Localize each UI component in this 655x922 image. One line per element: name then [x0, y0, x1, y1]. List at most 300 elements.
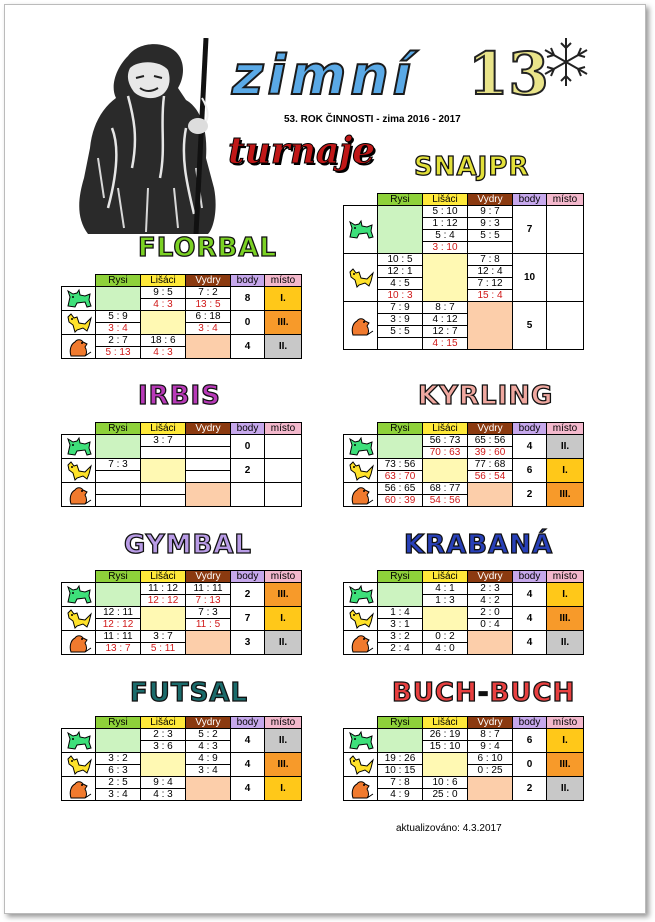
score-cell: 56 : 73	[423, 435, 468, 447]
self-match-cell	[423, 607, 468, 631]
self-match-cell	[468, 483, 513, 507]
place-cell: II.	[547, 777, 584, 801]
score-cell: 4 : 3	[141, 347, 186, 359]
score-cell: 3 : 10	[423, 242, 468, 254]
self-match-cell	[186, 631, 231, 655]
self-match-cell	[186, 335, 231, 359]
score-cell: 3 : 9	[378, 314, 423, 326]
score-cell: 3 : 4	[186, 765, 231, 777]
florbal-table	[61, 274, 302, 359]
column-header-0: Rysi	[378, 423, 423, 435]
table-row	[344, 631, 584, 643]
score-cell: 77 : 68	[468, 459, 513, 471]
table-row	[344, 206, 584, 218]
score-cell: 3 : 4	[96, 789, 141, 801]
score-cell: 25 : 0	[423, 789, 468, 801]
column-header-0: Rysi	[96, 571, 141, 583]
column-header-0: Rysi	[96, 717, 141, 729]
team-icon-cell	[62, 631, 96, 655]
table-row	[62, 287, 302, 299]
points-cell: 4	[231, 753, 265, 777]
self-match-cell	[141, 753, 186, 777]
column-header-1: Lišáci	[423, 571, 468, 583]
score-cell: 7 : 3	[186, 607, 231, 619]
score-cell: 7 : 2	[186, 287, 231, 299]
score-cell: 4 : 3	[141, 789, 186, 801]
points-cell: 4	[231, 335, 265, 359]
lynx-icon	[62, 288, 95, 310]
lynx-icon	[344, 584, 377, 606]
table-row	[62, 753, 302, 765]
buchbuch-title-dash: -	[477, 678, 490, 708]
hermit-illustration	[68, 38, 228, 234]
score-cell: 4 : 15	[423, 338, 468, 350]
column-header-4: místo	[265, 423, 302, 435]
column-header-0: Rysi	[378, 194, 423, 206]
table-row	[344, 435, 584, 447]
score-cell: 5 : 11	[141, 643, 186, 655]
fox-icon	[62, 312, 95, 334]
score-cell: 1 : 4	[378, 607, 423, 619]
place-cell: III.	[547, 607, 584, 631]
score-cell: 12 : 7	[423, 326, 468, 338]
score-cell: 8 : 7	[468, 729, 513, 741]
fox-icon	[344, 267, 377, 289]
column-header-2: Vydry	[186, 571, 231, 583]
table-row	[62, 729, 302, 741]
score-cell: 2 : 3	[468, 583, 513, 595]
points-cell: 4	[513, 435, 547, 459]
score-cell: 3 : 2	[378, 631, 423, 643]
points-cell: 2	[513, 777, 547, 801]
score-cell: 0 : 4	[468, 619, 513, 631]
score-cell: 56 : 54	[468, 471, 513, 483]
header-row	[62, 423, 302, 435]
score-cell	[468, 242, 513, 254]
points-cell: 4	[231, 777, 265, 801]
score-cell: 5 : 9	[96, 311, 141, 323]
column-header-1: Lišáci	[141, 571, 186, 583]
place-cell: III.	[265, 583, 302, 607]
score-cell: 4 : 0	[423, 643, 468, 655]
score-cell: 2 : 5	[96, 777, 141, 789]
score-cell: 10 : 5	[378, 254, 423, 266]
lynx-icon	[344, 730, 377, 752]
score-cell: 11 : 11	[96, 631, 141, 643]
futsal-table	[61, 716, 302, 801]
column-header-2: Vydry	[468, 423, 513, 435]
table-row	[62, 631, 302, 643]
self-match-cell	[96, 583, 141, 607]
self-match-cell	[378, 206, 423, 254]
score-cell: 60 : 39	[378, 495, 423, 507]
self-match-cell	[378, 583, 423, 607]
column-header-4: místo	[265, 275, 302, 287]
team-icon-cell	[344, 254, 378, 302]
table-row	[344, 302, 584, 314]
column-header-1: Lišáci	[423, 194, 468, 206]
krabana-table	[343, 570, 584, 655]
points-cell: 4	[513, 583, 547, 607]
place-cell: III.	[547, 753, 584, 777]
column-header-3: body	[231, 423, 265, 435]
otter-icon	[344, 778, 377, 800]
score-cell: 6 : 3	[96, 765, 141, 777]
team-icon-cell	[62, 459, 96, 483]
points-cell: 0	[513, 753, 547, 777]
column-header-2: Vydry	[186, 423, 231, 435]
score-cell	[141, 483, 186, 495]
score-cell: 2 : 3	[141, 729, 186, 741]
points-cell: 3	[231, 631, 265, 655]
team-icon-cell	[344, 206, 378, 254]
column-header-3: body	[231, 717, 265, 729]
column-header-3: body	[513, 194, 547, 206]
place-cell: II.	[265, 631, 302, 655]
score-cell: 15 : 4	[468, 290, 513, 302]
header-row	[344, 194, 584, 206]
place-cell: I.	[547, 583, 584, 607]
team-icon-cell	[62, 777, 96, 801]
score-cell: 39 : 60	[468, 447, 513, 459]
place-cell: III.	[547, 483, 584, 507]
snajpr-title: SNAJPR	[414, 152, 530, 182]
place-cell	[547, 254, 584, 302]
kyrling-title: KYRLING	[418, 381, 554, 411]
score-cell: 13 : 7	[96, 643, 141, 655]
team-icon-cell	[62, 483, 96, 507]
place-cell: III.	[265, 311, 302, 335]
column-header-2: Vydry	[186, 275, 231, 287]
score-cell: 1 : 12	[423, 218, 468, 230]
score-cell: 1 : 3	[423, 595, 468, 607]
table-row	[62, 583, 302, 595]
self-match-cell	[423, 254, 468, 302]
column-header-2: Vydry	[468, 194, 513, 206]
table-row	[344, 459, 584, 471]
place-cell: II.	[265, 335, 302, 359]
score-cell: 5 : 4	[423, 230, 468, 242]
score-cell: 65 : 56	[468, 435, 513, 447]
score-cell: 54 : 56	[423, 495, 468, 507]
corner-cell	[62, 423, 96, 435]
score-cell: 18 : 6	[141, 335, 186, 347]
otter-icon	[62, 336, 95, 358]
score-cell: 3 : 6	[141, 741, 186, 753]
score-cell: 2 : 7	[96, 335, 141, 347]
table-row	[62, 777, 302, 789]
score-cell	[96, 471, 141, 483]
place-cell: I.	[547, 729, 584, 753]
team-icon-cell	[344, 729, 378, 753]
points-cell: 10	[513, 254, 547, 302]
corner-cell	[62, 571, 96, 583]
place-cell: I.	[265, 777, 302, 801]
otter-icon	[62, 778, 95, 800]
score-cell: 6 : 10	[468, 753, 513, 765]
self-match-cell	[468, 777, 513, 801]
column-header-4: místo	[265, 717, 302, 729]
snajpr-table	[343, 193, 584, 350]
season-subtitle: 53. ROK ČINNOSTI - zima 2016 - 2017	[284, 114, 461, 125]
team-icon-cell	[344, 459, 378, 483]
score-cell	[378, 338, 423, 350]
score-cell: 5 : 2	[186, 729, 231, 741]
place-cell: II.	[547, 631, 584, 655]
column-header-4: místo	[547, 194, 584, 206]
self-match-cell	[423, 459, 468, 483]
otter-icon	[344, 484, 377, 506]
column-header-1: Lišáci	[141, 275, 186, 287]
score-cell: 4 : 1	[423, 583, 468, 595]
place-cell	[547, 206, 584, 254]
score-cell: 11 : 11	[186, 583, 231, 595]
score-cell: 5 : 5	[468, 230, 513, 242]
futsal-title: FUTSAL	[130, 678, 249, 708]
otter-icon	[62, 632, 95, 654]
points-cell: 0	[231, 311, 265, 335]
table-row	[344, 607, 584, 619]
krabana-title: KRABANÁ	[404, 530, 554, 560]
column-header-3: body	[231, 571, 265, 583]
score-cell	[96, 483, 141, 495]
team-icon-cell	[344, 607, 378, 631]
column-header-2: Vydry	[468, 571, 513, 583]
corner-cell	[344, 571, 378, 583]
team-icon-cell	[62, 335, 96, 359]
score-cell: 10 : 3	[378, 290, 423, 302]
table-row	[344, 729, 584, 741]
points-cell: 7	[513, 206, 547, 254]
team-icon-cell	[62, 607, 96, 631]
score-cell: 7 : 8	[378, 777, 423, 789]
points-cell: 2	[231, 459, 265, 483]
self-match-cell	[378, 729, 423, 753]
column-header-1: Lišáci	[141, 423, 186, 435]
florbal-title: FLORBAL	[138, 233, 278, 263]
updated-date: aktualizováno: 4.3.2017	[396, 823, 502, 834]
fox-icon	[62, 460, 95, 482]
turnaje-title: turnaje	[228, 130, 376, 172]
table-row	[62, 311, 302, 323]
score-cell: 56 : 65	[378, 483, 423, 495]
score-cell: 26 : 19	[423, 729, 468, 741]
score-cell: 7 : 9	[378, 302, 423, 314]
score-cell: 3 : 4	[186, 323, 231, 335]
place-cell	[265, 459, 302, 483]
score-cell: 4 : 9	[186, 753, 231, 765]
self-match-cell	[96, 435, 141, 459]
score-cell: 4 : 3	[141, 299, 186, 311]
table-row	[62, 607, 302, 619]
self-match-cell	[141, 311, 186, 335]
header-row	[62, 717, 302, 729]
corner-cell	[344, 717, 378, 729]
column-header-3: body	[513, 717, 547, 729]
irbis-table	[61, 422, 302, 507]
header-row	[344, 717, 584, 729]
corner-cell	[344, 194, 378, 206]
score-cell: 7 : 12	[468, 278, 513, 290]
header-row	[62, 275, 302, 287]
team-icon-cell	[62, 435, 96, 459]
score-cell: 9 : 3	[468, 218, 513, 230]
score-cell: 11 : 12	[141, 583, 186, 595]
score-cell: 70 : 63	[423, 447, 468, 459]
points-cell: 4	[513, 631, 547, 655]
place-cell	[547, 302, 584, 350]
lynx-icon	[344, 219, 377, 241]
team-icon-cell	[62, 753, 96, 777]
lynx-icon	[62, 584, 95, 606]
points-cell: 7	[231, 607, 265, 631]
score-cell: 12 : 12	[141, 595, 186, 607]
score-cell: 4 : 9	[378, 789, 423, 801]
self-match-cell	[186, 777, 231, 801]
score-cell	[141, 447, 186, 459]
place-cell: I.	[265, 287, 302, 311]
table-row	[62, 335, 302, 347]
score-cell: 3 : 7	[141, 435, 186, 447]
table-row	[344, 583, 584, 595]
score-cell: 9 : 7	[468, 206, 513, 218]
score-cell: 7 : 13	[186, 595, 231, 607]
table-row	[62, 483, 302, 495]
self-match-cell	[468, 631, 513, 655]
column-header-0: Rysi	[378, 571, 423, 583]
score-cell: 2 : 4	[378, 643, 423, 655]
table-row	[344, 254, 584, 266]
lynx-icon	[62, 730, 95, 752]
points-cell: 8	[231, 287, 265, 311]
place-cell: III.	[265, 753, 302, 777]
place-cell: I.	[265, 607, 302, 631]
score-cell: 2 : 0	[468, 607, 513, 619]
points-cell: 5	[513, 302, 547, 350]
team-icon-cell	[344, 435, 378, 459]
fox-icon	[344, 608, 377, 630]
points-cell: 6	[513, 729, 547, 753]
self-match-cell	[96, 729, 141, 753]
otter-icon	[62, 484, 95, 506]
points-cell	[231, 483, 265, 507]
score-cell: 12 : 1	[378, 266, 423, 278]
column-header-3: body	[231, 275, 265, 287]
score-cell: 3 : 4	[96, 323, 141, 335]
buchbuch-table	[343, 716, 584, 801]
score-cell: 10 : 6	[423, 777, 468, 789]
score-cell: 13 : 5	[186, 299, 231, 311]
score-cell: 19 : 26	[378, 753, 423, 765]
team-icon-cell	[62, 729, 96, 753]
score-cell: 3 : 2	[96, 753, 141, 765]
score-cell: 3 : 7	[141, 631, 186, 643]
team-icon-cell	[62, 287, 96, 311]
fox-icon	[62, 608, 95, 630]
column-header-1: Lišáci	[141, 717, 186, 729]
score-cell: 63 : 70	[378, 471, 423, 483]
snowflake-icon	[540, 36, 592, 88]
score-cell	[186, 471, 231, 483]
team-icon-cell	[62, 311, 96, 335]
lynx-icon	[62, 436, 95, 458]
place-cell: II.	[265, 729, 302, 753]
score-cell: 12 : 12	[96, 619, 141, 631]
score-cell: 11 : 5	[186, 619, 231, 631]
header-row	[344, 423, 584, 435]
score-cell	[96, 495, 141, 507]
score-cell: 4 : 3	[186, 741, 231, 753]
score-cell	[186, 459, 231, 471]
place-cell: II.	[547, 435, 584, 459]
kyrling-table	[343, 422, 584, 507]
team-icon-cell	[344, 631, 378, 655]
points-cell: 2	[513, 483, 547, 507]
score-cell: 5 : 13	[96, 347, 141, 359]
score-cell: 4 : 12	[423, 314, 468, 326]
score-cell: 5 : 5	[378, 326, 423, 338]
place-cell: I.	[547, 459, 584, 483]
table-row	[344, 483, 584, 495]
score-cell: 8 : 7	[423, 302, 468, 314]
column-header-0: Rysi	[96, 423, 141, 435]
column-header-1: Lišáci	[423, 717, 468, 729]
team-icon-cell	[344, 583, 378, 607]
column-header-0: Rysi	[378, 717, 423, 729]
score-cell: 0 : 25	[468, 765, 513, 777]
table-row	[62, 459, 302, 471]
score-cell: 15 : 10	[423, 741, 468, 753]
otter-icon	[344, 315, 377, 337]
self-match-cell	[141, 607, 186, 631]
team-icon-cell	[62, 583, 96, 607]
score-cell: 0 : 2	[423, 631, 468, 643]
self-match-cell	[378, 435, 423, 459]
self-match-cell	[96, 287, 141, 311]
points-cell: 6	[513, 459, 547, 483]
score-cell: 5 : 10	[423, 206, 468, 218]
points-cell: 4	[231, 729, 265, 753]
self-match-cell	[186, 483, 231, 507]
table-row	[62, 435, 302, 447]
column-header-4: místo	[547, 717, 584, 729]
score-cell	[186, 435, 231, 447]
score-cell: 12 : 4	[468, 266, 513, 278]
column-header-1: Lišáci	[423, 423, 468, 435]
header-row	[62, 571, 302, 583]
corner-cell	[62, 717, 96, 729]
table-row	[344, 753, 584, 765]
place-cell	[265, 483, 302, 507]
column-header-3: body	[513, 571, 547, 583]
irbis-title: IRBIS	[138, 381, 221, 411]
score-cell	[141, 495, 186, 507]
self-match-cell	[141, 459, 186, 483]
title-zimni: zimní	[232, 44, 416, 107]
column-header-2: Vydry	[186, 717, 231, 729]
points-cell: 2	[231, 583, 265, 607]
score-cell: 3 : 1	[378, 619, 423, 631]
points-cell: 4	[513, 607, 547, 631]
fox-icon	[344, 460, 377, 482]
place-cell	[265, 435, 302, 459]
score-cell: 6 : 18	[186, 311, 231, 323]
self-match-cell	[423, 753, 468, 777]
lynx-icon	[344, 436, 377, 458]
points-cell: 0	[231, 435, 265, 459]
score-cell: 7 : 8	[468, 254, 513, 266]
column-header-2: Vydry	[468, 717, 513, 729]
